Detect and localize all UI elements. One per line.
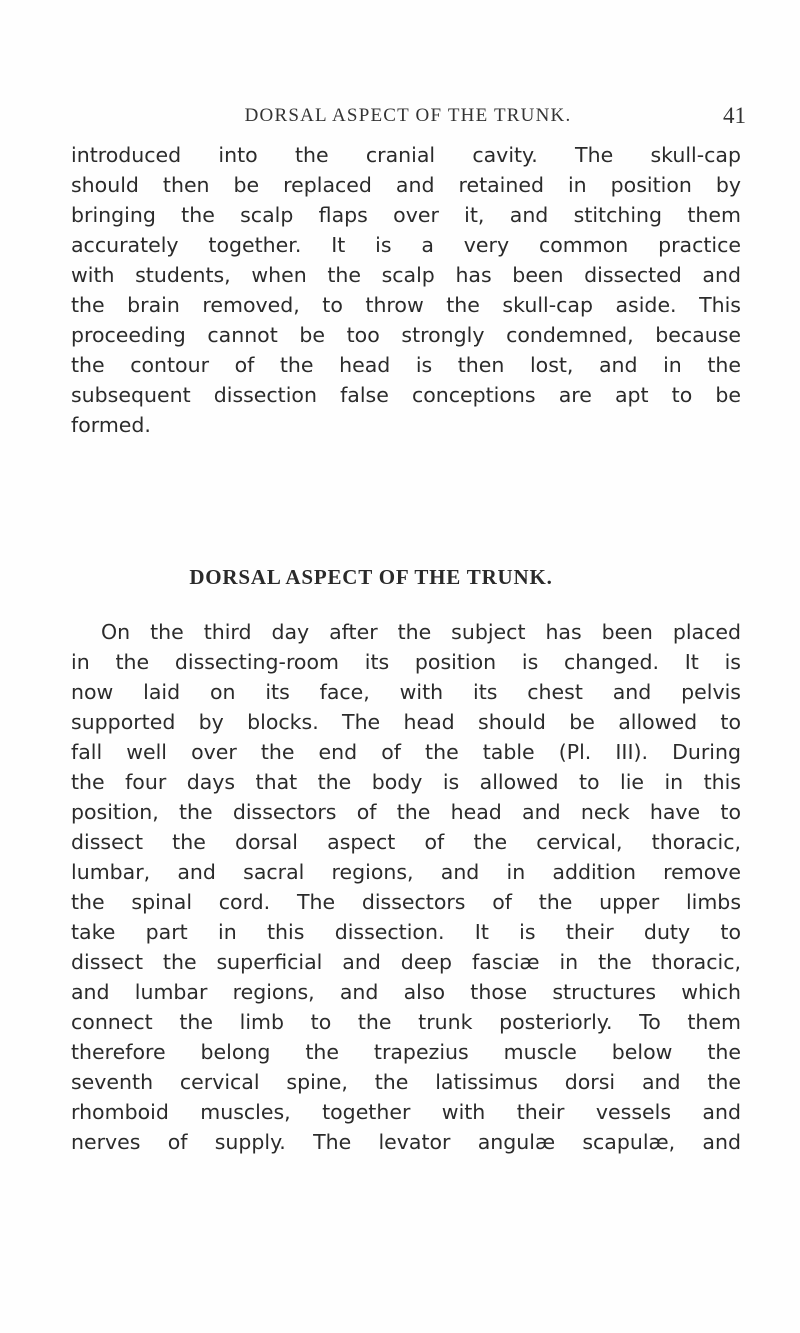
text-line: now laid on its face, with its chest and pelvis bbox=[71, 680, 741, 704]
text-line: in the dissecting-room its position is changed. It is bbox=[71, 650, 741, 674]
text-line: supported by blocks. The head should be allowed to bbox=[71, 710, 741, 734]
section-heading: DORSAL ASPECT OF THE TRUNK. bbox=[189, 565, 553, 589]
text-line: should then be replaced and retained in position by bbox=[71, 173, 741, 197]
text-line: proceeding cannot be too strongly condemned, because bbox=[71, 323, 741, 347]
text-line: dissect the superficial and deep fasciæ in the thoracic, bbox=[71, 950, 741, 974]
text-line: bringing the scalp flaps over it, and stitching them bbox=[71, 203, 741, 227]
text-line: introduced into the cranial cavity. The skull-cap bbox=[71, 143, 741, 167]
text-line: rhomboid muscles, together with their vessels and bbox=[71, 1100, 741, 1124]
paragraph-2 bbox=[71, 617, 741, 1157]
text-line: with students, when the scalp has been dissected and bbox=[71, 263, 741, 287]
text-line: nerves of supply. The levator angulæ scapulæ, and bbox=[71, 1130, 741, 1154]
text-line: the contour of the head is then lost, and in the bbox=[71, 353, 741, 377]
text-line: subsequent dissection false conceptions are apt to be bbox=[71, 383, 741, 407]
text-line: lumbar, and sacral regions, and in addition remove bbox=[71, 860, 741, 884]
paragraph-1 bbox=[71, 140, 741, 440]
text-line: and lumbar regions, and also those structures which bbox=[71, 980, 741, 1004]
text-line: On the third day after the subject has been placed bbox=[101, 620, 741, 644]
running-head bbox=[70, 103, 746, 135]
text-line: connect the limb to the trunk posteriorly. To them bbox=[71, 1010, 741, 1034]
text-line: position, the dissectors of the head and neck have to bbox=[71, 800, 741, 824]
text-line: fall well over the end of the table (Pl. III). During bbox=[71, 740, 741, 764]
text-line: accurately together. It is a very common practice bbox=[71, 233, 741, 257]
text-line: the four days that the body is allowed to lie in this bbox=[71, 770, 741, 794]
text-line: seventh cervical spine, the latissimus dorsi and the bbox=[71, 1070, 741, 1094]
page-number: 41 bbox=[723, 103, 746, 128]
running-head-title: DORSAL ASPECT OF THE TRUNK. bbox=[244, 105, 572, 126]
text-line: formed. bbox=[71, 413, 151, 437]
text-line: dissect the dorsal aspect of the cervical, thoracic, bbox=[71, 830, 741, 854]
text-line: take part in this dissection. It is their duty to bbox=[71, 920, 741, 944]
text-line: the spinal cord. The dissectors of the upper limbs bbox=[71, 890, 741, 914]
text-line: therefore belong the trapezius muscle below the bbox=[71, 1040, 741, 1064]
text-line: the brain removed, to throw the skull-cap aside. This bbox=[71, 293, 741, 317]
